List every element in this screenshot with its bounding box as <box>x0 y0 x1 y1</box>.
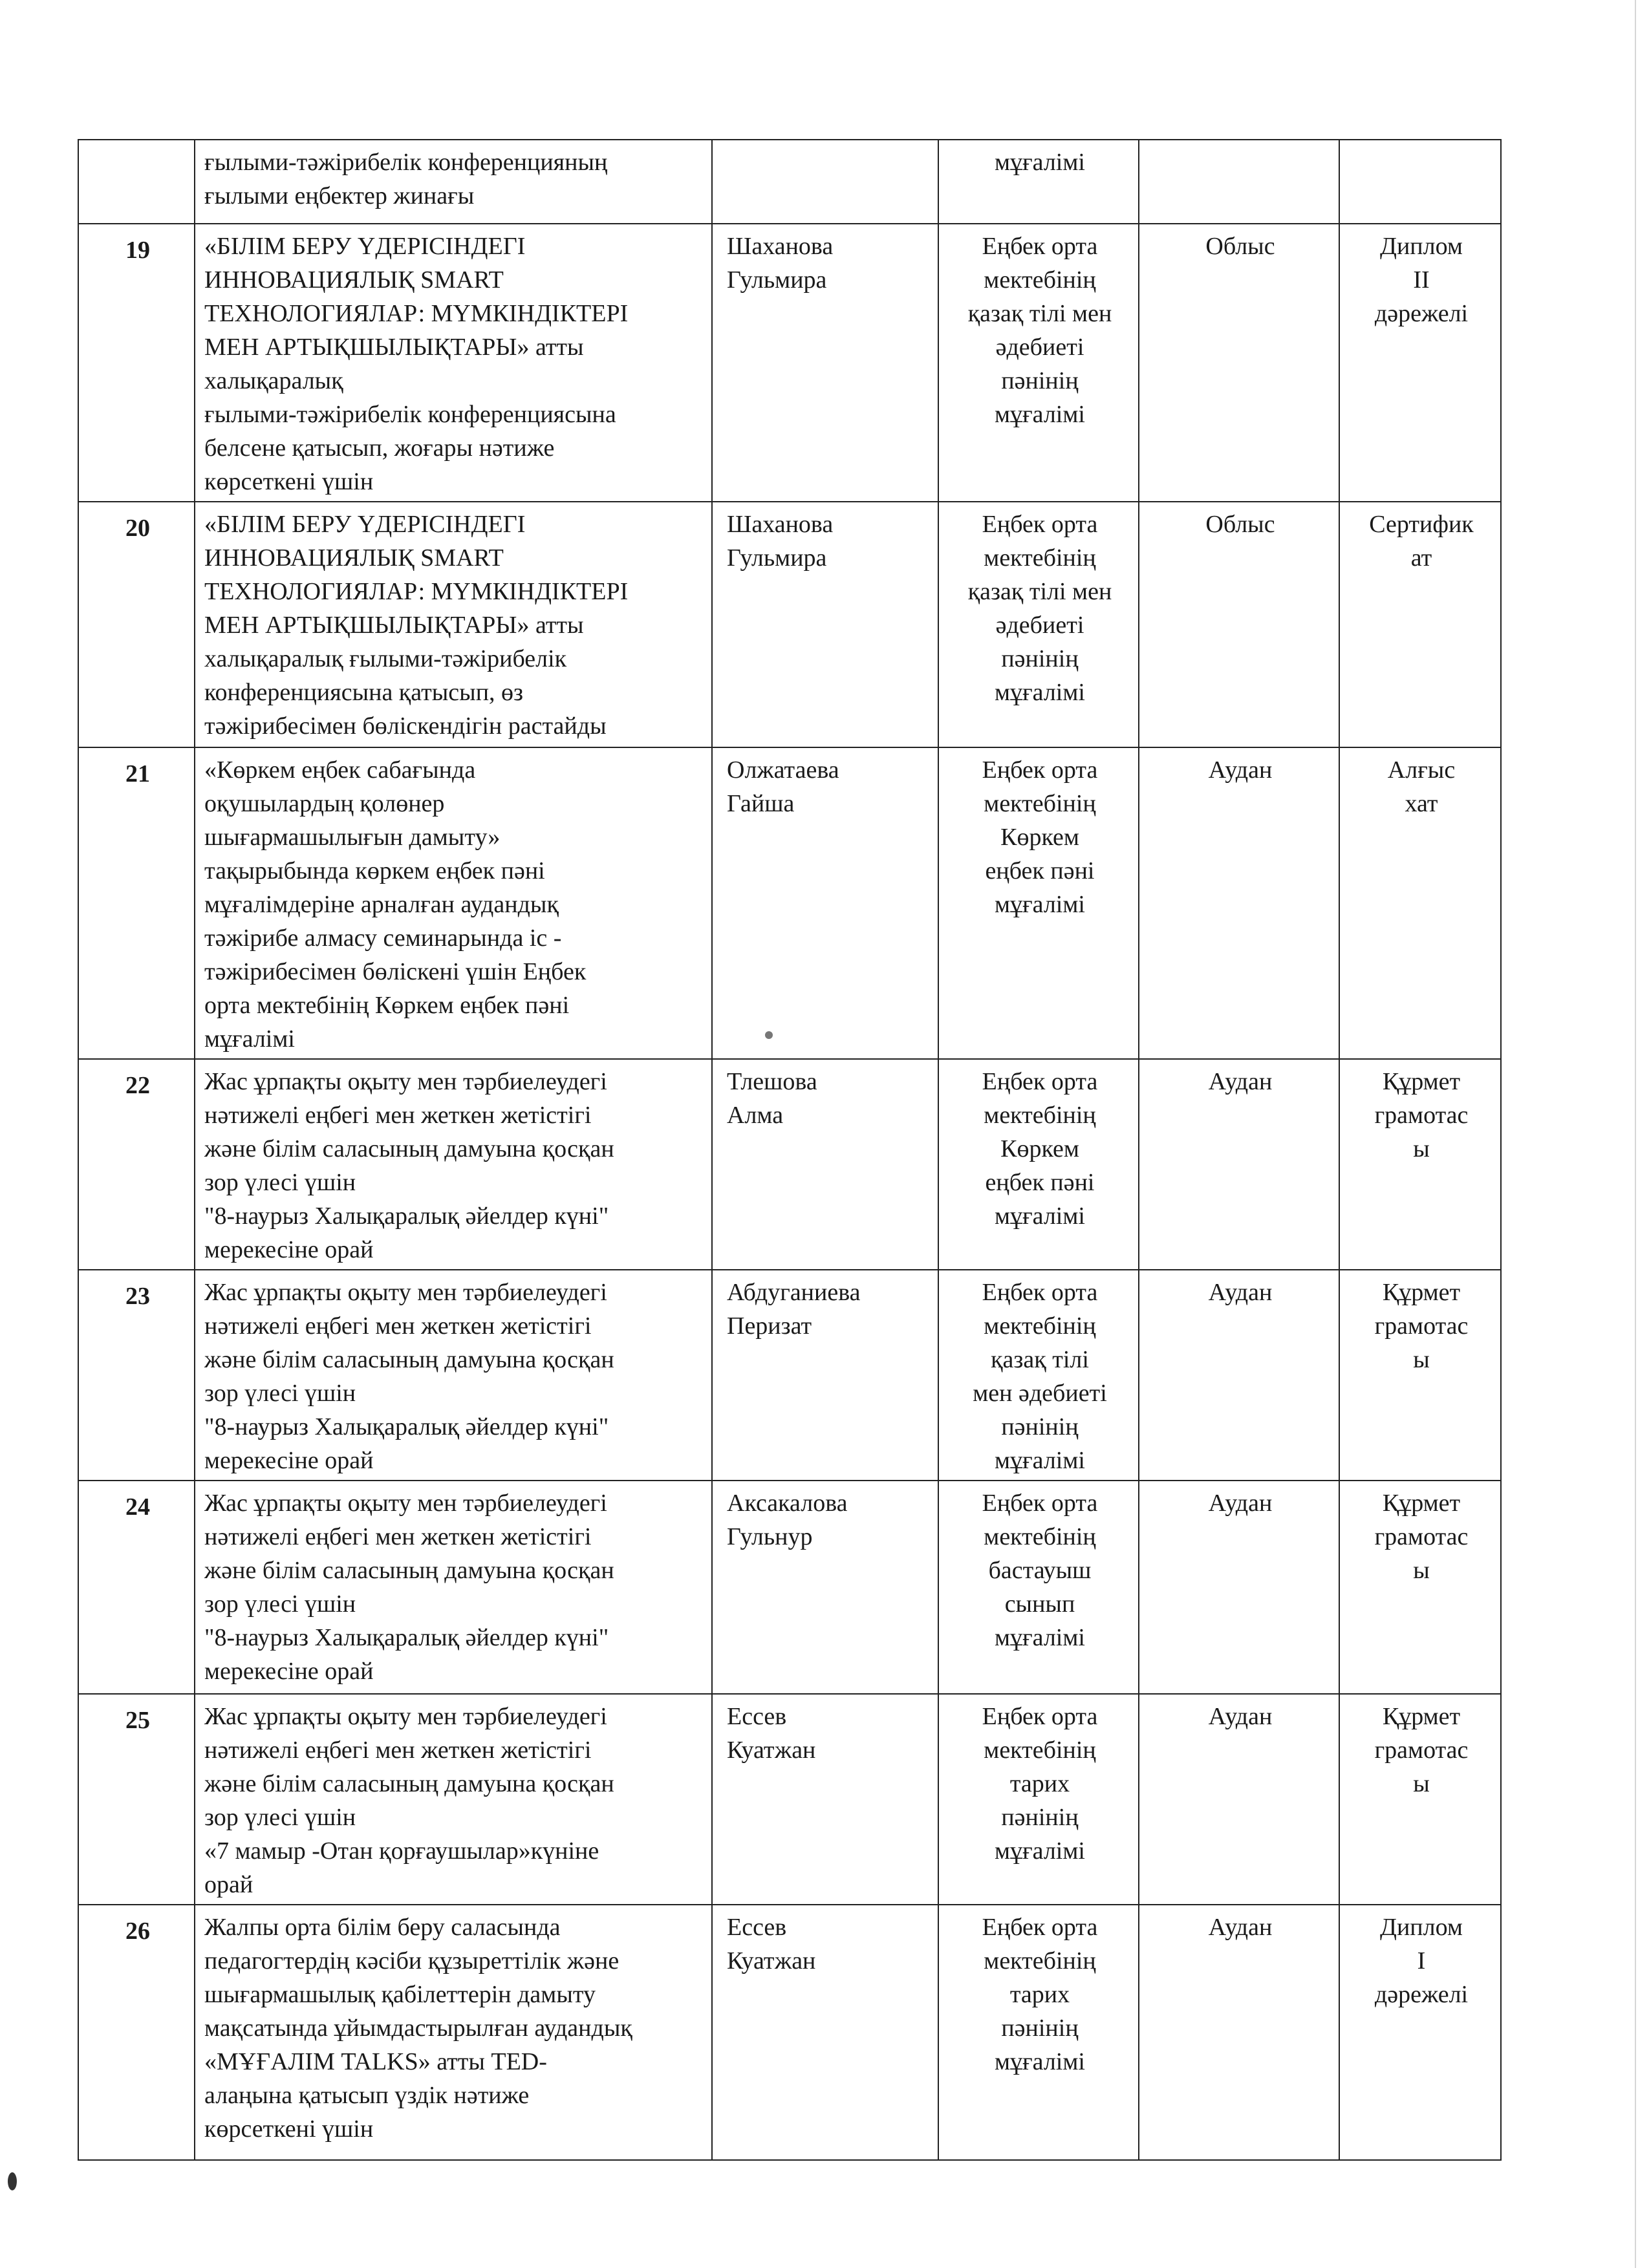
cell-level: Аудан <box>1139 747 1339 1059</box>
cell-num: 25 <box>78 1694 195 1905</box>
cell-description: «БІЛІМ БЕРУ ҮДЕРІСІНДЕГІ ИННОВАЦИЯЛЫҚ SMART ТЕХНОЛОГИЯЛАР: МҮМКІНДІКТЕРІ МЕН АРТЫҚШЫЛЫҚТАРЫ» атты халықаралық ғылыми-тәжірибелік конференциясына қатысып, өз тәжірибесімен бөлiскендігін растайды <box>195 502 712 747</box>
table-row <box>78 502 1501 747</box>
cell-position: Еңбек орта мектебінің қазақ тілі мен әдебиеті пәнінің мұғалімі <box>938 1270 1139 1481</box>
cell-num: 21 <box>78 747 195 1059</box>
table-row <box>78 1694 1501 1905</box>
cell-name <box>712 140 938 224</box>
cell-description: Жалпы орта білім беру саласында педагогтердің кәсіби құзыреттілік және шығармашылық қабілеттерін дамыту мақсатында ұйымдастырылған аудандық «МҰҒАЛІМ TALKS» атты TED- алаңына қатысып үздік нәтиже көрсеткені үшін <box>195 1905 712 2160</box>
cell-num: 20 <box>78 502 195 747</box>
cell-description: Жас ұрпақты оқыту мен тәрбиелеудегі нәтижелі еңбегі мен жеткен жетістігі және білім саласының дамуына қосқан зор үлесі үшін "8-наурыз Халықаралық әйелдер күні" мерекесіне орай <box>195 1270 712 1481</box>
cell-name: Ессев Куатжан <box>712 1905 938 2160</box>
cell-name: Шаханова Гульмира <box>712 502 938 747</box>
cell-num <box>78 140 195 224</box>
cell-name: Тлешова Алма <box>712 1059 938 1270</box>
cell-award: Құрмет грамотас ы <box>1339 1481 1501 1694</box>
cell-name: Абдуганиева Перизат <box>712 1270 938 1481</box>
cell-award: Құрмет грамотас ы <box>1339 1270 1501 1481</box>
cell-level: Аудан <box>1139 1905 1339 2160</box>
cell-num: 19 <box>78 224 195 502</box>
table-row <box>78 747 1501 1059</box>
cell-award: Диплом I дәрежелі <box>1339 1905 1501 2160</box>
cell-position: Еңбек орта мектебінің тарих пәнінің мұғалімі <box>938 1694 1139 1905</box>
table-row <box>78 1270 1501 1481</box>
table-row <box>78 1059 1501 1270</box>
cell-description: «Көркем еңбек сабағында оқушылардың қолөнер шығармашылығын дамыту» тақырыбында көркем еңбек пәні мұғалімдеріне арналған аудандық тәжірибе алмасу семинарында іс - тәжірибесімен бөліскені үшін Еңбек орта мектебінің Көркем еңбек пәні мұғалімі <box>195 747 712 1059</box>
table-row <box>78 1905 1501 2160</box>
awards-table <box>78 139 1502 2161</box>
cell-name: Ессев Куатжан <box>712 1694 938 1905</box>
cell-description: ғылыми-тәжірибелік конференцияның ғылыми еңбектер жинағы <box>195 140 712 224</box>
cell-position: Еңбек орта мектебінің қазақ тілі мен әдебиеті пәнінің мұғалімі <box>938 224 1139 502</box>
cell-num: 26 <box>78 1905 195 2160</box>
cell-level <box>1139 140 1339 224</box>
cell-position: мұғалімі <box>938 140 1139 224</box>
cell-level: Аудан <box>1139 1481 1339 1694</box>
awards-table-body <box>78 140 1501 2160</box>
cell-level: Аудан <box>1139 1270 1339 1481</box>
cell-description: Жас ұрпақты оқыту мен тәрбиелеудегі нәтижелі еңбегі мен жеткен жетістігі және білім саласының дамуына қосқан зор үлесі үшін "8-наурыз Халықаралық әйелдер күні" мерекесіне орай <box>195 1059 712 1270</box>
cell-level: Облыс <box>1139 224 1339 502</box>
scan-speck <box>8 2172 17 2190</box>
cell-level: Аудан <box>1139 1694 1339 1905</box>
cell-description: «БІЛІМ БЕРУ ҮДЕРІСІНДЕГІ ИННОВАЦИЯЛЫҚ SMART ТЕХНОЛОГИЯЛАР: МҮМКІНДІКТЕРІ МЕН АРТЫҚШЫЛЫҚТАРЫ» атты халықаралық ғылыми-тәжірибелік конференциясына белсене қатысып, жоғары нәтиже көрсеткені үшін <box>195 224 712 502</box>
cell-name: Аксакалова Гульнур <box>712 1481 938 1694</box>
table-row <box>78 224 1501 502</box>
cell-award: Құрмет грамотас ы <box>1339 1059 1501 1270</box>
cell-description: Жас ұрпақты оқыту мен тәрбиелеудегі нәтижелі еңбегі мен жеткен жетістігі және білім саласының дамуына қосқан зор үлесі үшін «7 мамыр -Отан қорғаушылар»күніне орай <box>195 1694 712 1905</box>
cell-num: 23 <box>78 1270 195 1481</box>
table-row-continuation <box>78 140 1501 224</box>
cell-level: Облыс <box>1139 502 1339 747</box>
cell-award: Сертифик ат <box>1339 502 1501 747</box>
cell-name: Олжатаева Гайша <box>712 747 938 1059</box>
cell-num: 22 <box>78 1059 195 1270</box>
cell-description: Жас ұрпақты оқыту мен тәрбиелеудегі нәтижелі еңбегі мен жеткен жетістігі және білім саласының дамуына қосқан зор үлесі үшін "8-наурыз Халықаралық әйелдер күні" мерекесіне орай <box>195 1481 712 1694</box>
table-row <box>78 1481 1501 1694</box>
cell-position: Еңбек орта мектебінің қазақ тілі мен әдебиеті пәнінің мұғалімі <box>938 502 1139 747</box>
cell-award <box>1339 140 1501 224</box>
cell-position: Еңбек орта мектебінің тарих пәнінің мұғалімі <box>938 1905 1139 2160</box>
cell-award: Алғыс хат <box>1339 747 1501 1059</box>
cell-award: Диплом II дәрежелі <box>1339 224 1501 502</box>
cell-award: Құрмет грамотас ы <box>1339 1694 1501 1905</box>
cell-position: Еңбек орта мектебінің бастауыш сынып мұғалімі <box>938 1481 1139 1694</box>
scan-speck <box>765 1031 773 1039</box>
cell-position: Еңбек орта мектебінің Көркем еңбек пәні мұғалімі <box>938 747 1139 1059</box>
cell-position: Еңбек орта мектебінің Көркем еңбек пәні мұғалімі <box>938 1059 1139 1270</box>
cell-level: Аудан <box>1139 1059 1339 1270</box>
cell-num: 24 <box>78 1481 195 1694</box>
cell-name: Шаханова Гульмира <box>712 224 938 502</box>
page-edge <box>1635 0 1636 2268</box>
